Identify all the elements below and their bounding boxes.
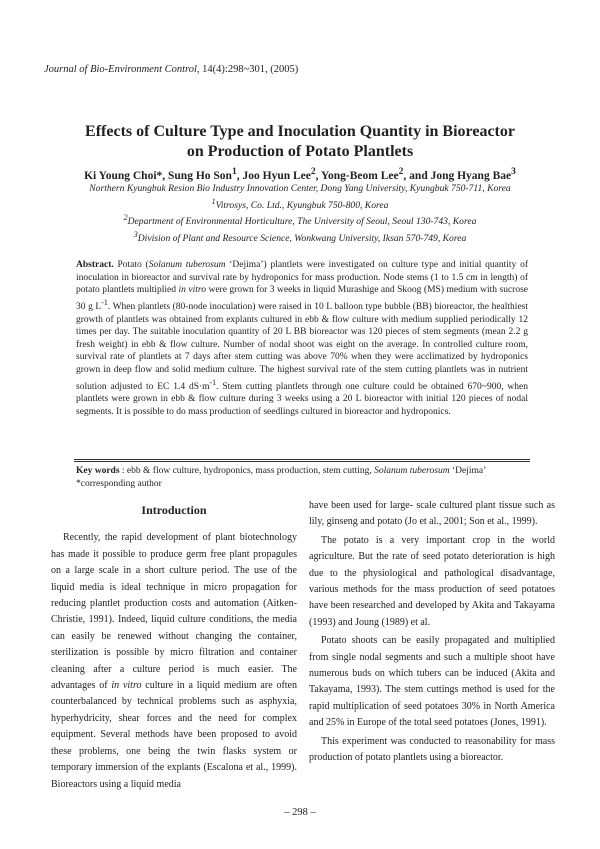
divider-rule xyxy=(74,459,530,460)
author-1: Ki Young Choi* xyxy=(84,169,163,182)
affiliation-line: Northern Kyungbuk Resion Bio Industry Innovation Center, Dong Yang University, Kyungbuk 750-711, Korea xyxy=(89,183,511,194)
journal-name: Journal of Bio-Environment Control, xyxy=(44,64,200,75)
paragraph: The potato is a very important crop in the world agriculture. But the rate of seed potato deterioration is high due to the physiological and pathological disadvantage, various methods for the mass production of seed potatoes have been researched and developed by Akita and Takayama (1993) and Joung (1989) et al. xyxy=(309,534,555,628)
title-line-2: on Production of Potato Plantlets xyxy=(186,143,414,160)
author-5: Jong Hyang Bae xyxy=(430,169,512,182)
journal-citation xyxy=(44,64,298,75)
paragraph: Potato shoots can be easily propagated and multiplied from single nodal segments and such a multiple shoot have numerous buds on which tubers can be induced (Akita and Takayama, 1993). The stem cuttings method is used for the rapid multiplication of seed potatoes 30% in North America and 25% in Europe of the total seed potatoes (Jones, 1991). xyxy=(309,635,555,729)
paragraph: Recently, the rapid development of plant biotechnology has made it possible to produce germ free plant propagules on a large scale in a short culture period. The use of the liquid media is ideal technique in micro propagation for reducing plantlet production costs and automation (Aitken-Christie, 1991). Indeed, liquid culture conditions, the media can easily be renewed without changing the container, sterilization is possible by micro filtration and container cleaning after a culture period is much easier. The advantages of in vitro culture in a liquid medium are often counterbalanced by technical problems such as asphyxia, hyperhydricity, shear forces and the need for complex equipment. Several methods have been proposed to avoid these problems, one being the twin flasks system or temporary immersion of the explants (Escalona et al., 1999). Bioreactors using a liquid media xyxy=(51,532,297,790)
author-2: Sung Ho Son xyxy=(168,169,232,182)
affiliation-line: $^2$Department of Environmental Horticulture, The University of Seoul, Seoul 130-743, Korea xyxy=(123,213,477,228)
page-number: – 298 – xyxy=(284,807,316,818)
affiliations xyxy=(40,183,560,246)
keywords: Key words : ebb & flow culture, hydroponics, mass production, stem cutting, Solanum tuberosum ‘Dejima’ *corresponding author xyxy=(76,465,532,491)
corresponding-author-note: *corresponding author xyxy=(76,479,162,489)
abstract: Abstract. Potato (Solanum tuberosum ‘Dejima’) plantlets were investigated on culture type and initial quantity of inoculation in bioreactor and survival rate by hydroponics for mass production. Node stems (1 to 1.5 cm in length) of potato plantlets multiplied in vitro were grown for 3 weeks in liquid Murashige and Skoog (MS) medium with sucrose 30 g $L^{-1}$. When plantlets (80-node inoculation) were raised in 10 L balloon type bubble (BB) bioreactor, the healthiest growth of plantlets was obtained from explants cultured in ebb & flow culture with medium supplied periodically 12 times per day. The suitable inoculation quantity of 20 L BB bioreactor was 120 pieces of stem segments (mean 2.2 g fresh weight) in ebb & flow culture. Number of nodal shoot was eight on the average. In controlled culture room, survival rate of plantlets at 7 days after stem cutting was above 70% when they were acclimatized by hydroponics grown in deep flow and solid medium culture. The highest survival rate of the stem cutting plantlets was in nutrient solution adjusted to EC 1.4 $dS\cdot m^{-1}$. Stem cutting plantlets through one culture could be obtained 670~900, when plantlets were grown in ebb & flow culture during 3 weeks using a 20 L bioreactor with initial 120 pieces of nodal segments. It is possible to do mass production of seedlings cultured in bioreactor and hydroponics. xyxy=(76,260,529,417)
left-column xyxy=(51,498,297,793)
author-4: Yong-Beom Lee xyxy=(321,169,399,182)
abstract-label: Abstract. xyxy=(76,260,114,270)
paper-title xyxy=(40,122,560,162)
section-heading: Introduction xyxy=(141,503,207,517)
author-3: Joo Hyun Lee xyxy=(242,169,311,182)
keywords-label: Key words xyxy=(76,466,120,476)
divider-rule xyxy=(74,461,530,462)
right-column xyxy=(309,498,555,767)
author-list: Ki Young Choi*, Sung Ho Son$^1$, Joo Hyun Lee$^2$, Yong-Beom Lee$^2$, and Jong Hyang Bae$^3$ xyxy=(84,166,516,182)
title-line-1: Effects of Culture Type and Inoculation Quantity in Bioreactor xyxy=(85,123,515,140)
affiliation-line: $^1$Vitrosys, Co. Ltd., Kyungbuk 750-800, Korea xyxy=(211,196,389,211)
affiliation-line: $^3$Division of Plant and Resource Science, Wonkwang University, Iksan 570-749, Korea xyxy=(133,230,467,245)
journal-volume: 14(4):298~301, (2005) xyxy=(202,64,299,75)
paragraph: This experiment was conducted to reasonability for mass production of potato plantlets using a bioreactor. xyxy=(309,735,555,764)
paragraph: have been used for large- scale cultured plant tissue such as lily, ginseng and potato (Jo et al., 2001; Son et al., 1999). xyxy=(309,500,555,528)
